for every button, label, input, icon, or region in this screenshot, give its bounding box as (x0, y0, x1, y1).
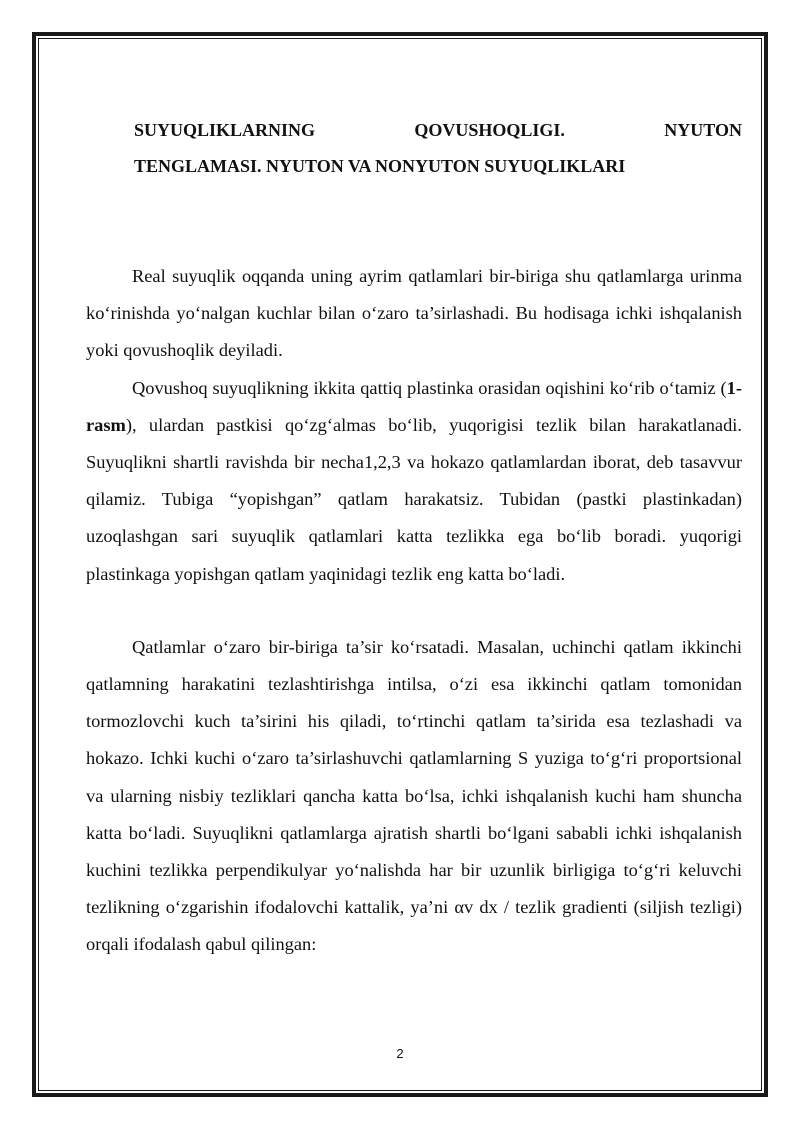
document-title-line1: SUYUQLIKLARNING QOVUSHOQLIGI. NYUTON (134, 120, 742, 140)
document-title-line2: TENGLAMASI. NYUTON VA NONYUTON SUYUQLIKLARI (134, 156, 626, 176)
document-body (86, 112, 742, 964)
paragraph-2 (86, 370, 742, 593)
paragraph-3: Qatlamlar o‘zaro bir-biriga ta’sir ko‘rsatadi. Masalan, uchinchi qatlam ikkinchi qatlamning harakatini tezlashtirishga intilsa, o‘zi esa ikkinchi qatlam tomonidan tormozlovchi kuch ta’sirini his qiladi, to‘rtinchi qatlam ta’sirida esa tezlashadi va hokazo. Ichki kuchi o‘zaro ta’sirlashuvchi qatlamlarning S yuziga to‘g‘ri proportsional va ularning nisbiy tezliklari qancha katta bo‘lsa, ichki ishqalanish kuchi ham shuncha katta bo‘ladi. Suyuqlikni qatlamlarga ajratish shartli bo‘lgani sababli ichki ishqalanish kuchini tezlikka perpendikulyar yo‘nalishda har bir uzunlik birligiga to‘g‘ri keluvchi tezlikning o‘zgarishin ifodalovchi kattalik, ya’ni αv dx / tezlik gradienti (siljish tezligi) orqali ifodalash qabul qilingan: (86, 636, 742, 955)
paragraph-2-text-a: Qovushoq suyuqlikning ikkita qattiq plastinka orasidan oqishini ko‘rib o‘tamiz ( (132, 377, 727, 398)
paragraph-1: Real suyuqlik oqqanda uning ayrim qatlamlari bir-biriga shu qatlamlarga urinma ko‘rinishda yo‘nalgan kuchlar bilan o‘zaro ta’sirlashadi. Bu hodisaga ichki ishqalanish yoki qovushoqlik deyiladi. (86, 266, 742, 361)
page-number: 2 (396, 1046, 404, 1061)
paragraph-2-text-b: ), ulardan pastkisi qo‘zg‘almas bo‘lib, yuqorigisi tezlik bilan harakatlanadi. Suyuqlikni shartli ravishda bir necha1,2,3 va hokazo qatlamlardan iborat, deb tasavvur qilamiz. Tubiga “yopishgan” qatlam harakatsiz. Tubidan (pastki plastinkadan) uzoqlashgan sari suyuqlik qatlamlari katta tezlikka ega bo‘lib boradi. yuqorigi plastinkaga yopishgan qatlam yaqinidagi tezlik eng katta bo‘ladi. (86, 414, 742, 584)
figure-reference: 1-rasm (86, 377, 742, 435)
